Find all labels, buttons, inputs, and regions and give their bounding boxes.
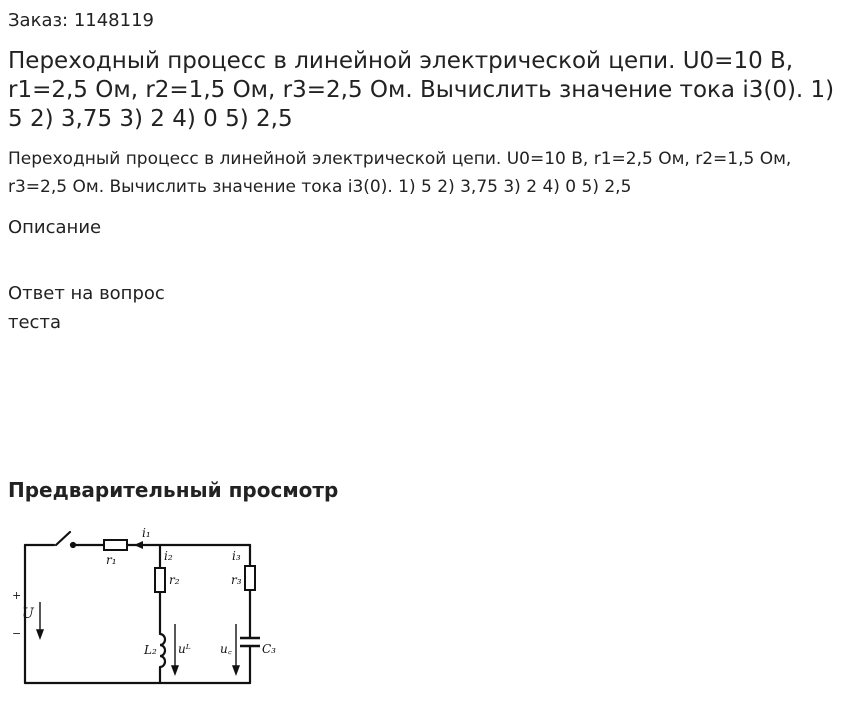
label-i3: i₃ xyxy=(232,549,241,563)
label-r1: r₁ xyxy=(106,553,117,567)
voltage-arrows xyxy=(37,602,239,674)
order-number: Заказ: 1148119 xyxy=(8,10,154,31)
circuit-wires xyxy=(25,532,250,683)
label-r3: r₃ xyxy=(231,573,242,587)
question-text: Переходный процесс в линейной электрической цепи. U0=10 В, r1=2,5 Ом, r2=1,5 Ом, r3=2,5 Ом. Вычислить значение тока i3(0). 1) 5 2) 3,75 3) 2 4) 0 5) 2,5 xyxy=(8,149,792,197)
resistor-r3 xyxy=(245,566,255,590)
description-label: Описание xyxy=(8,217,102,238)
arrow-i1 xyxy=(134,541,143,549)
label-i1: i₁ xyxy=(142,526,151,540)
resistor-r1 xyxy=(104,540,127,550)
answer-label: Ответ на вопрос теста xyxy=(8,283,165,333)
label-l2: L₂ xyxy=(144,643,157,657)
label-ul: uᴸ xyxy=(178,642,191,656)
resistor-r2 xyxy=(155,568,165,592)
circuit-diagram xyxy=(10,520,280,692)
label-uc: u꜀ xyxy=(220,642,232,656)
label-c3: C₃ xyxy=(262,642,276,656)
label-plus: + xyxy=(12,589,22,602)
label-i2: i₂ xyxy=(164,549,173,563)
page-title: Переходный процесс в линейной электрической цепи. U0=10 В, r1=2,5 Ом, r2=1,5 Ом, r3=2,5 Ом. Вычислить значение тока i3(0). 1) 5 2) 3,75 3) 2 4) 0 5) 2,5 xyxy=(8,48,835,132)
label-r2: r₂ xyxy=(169,573,180,587)
capacitor-c3 xyxy=(240,638,260,646)
preview-heading: Предварительный просмотр xyxy=(8,478,339,502)
label-minus: − xyxy=(12,627,22,640)
label-source: U xyxy=(22,606,34,622)
inductor-l2 xyxy=(160,634,165,667)
switch xyxy=(56,532,70,545)
